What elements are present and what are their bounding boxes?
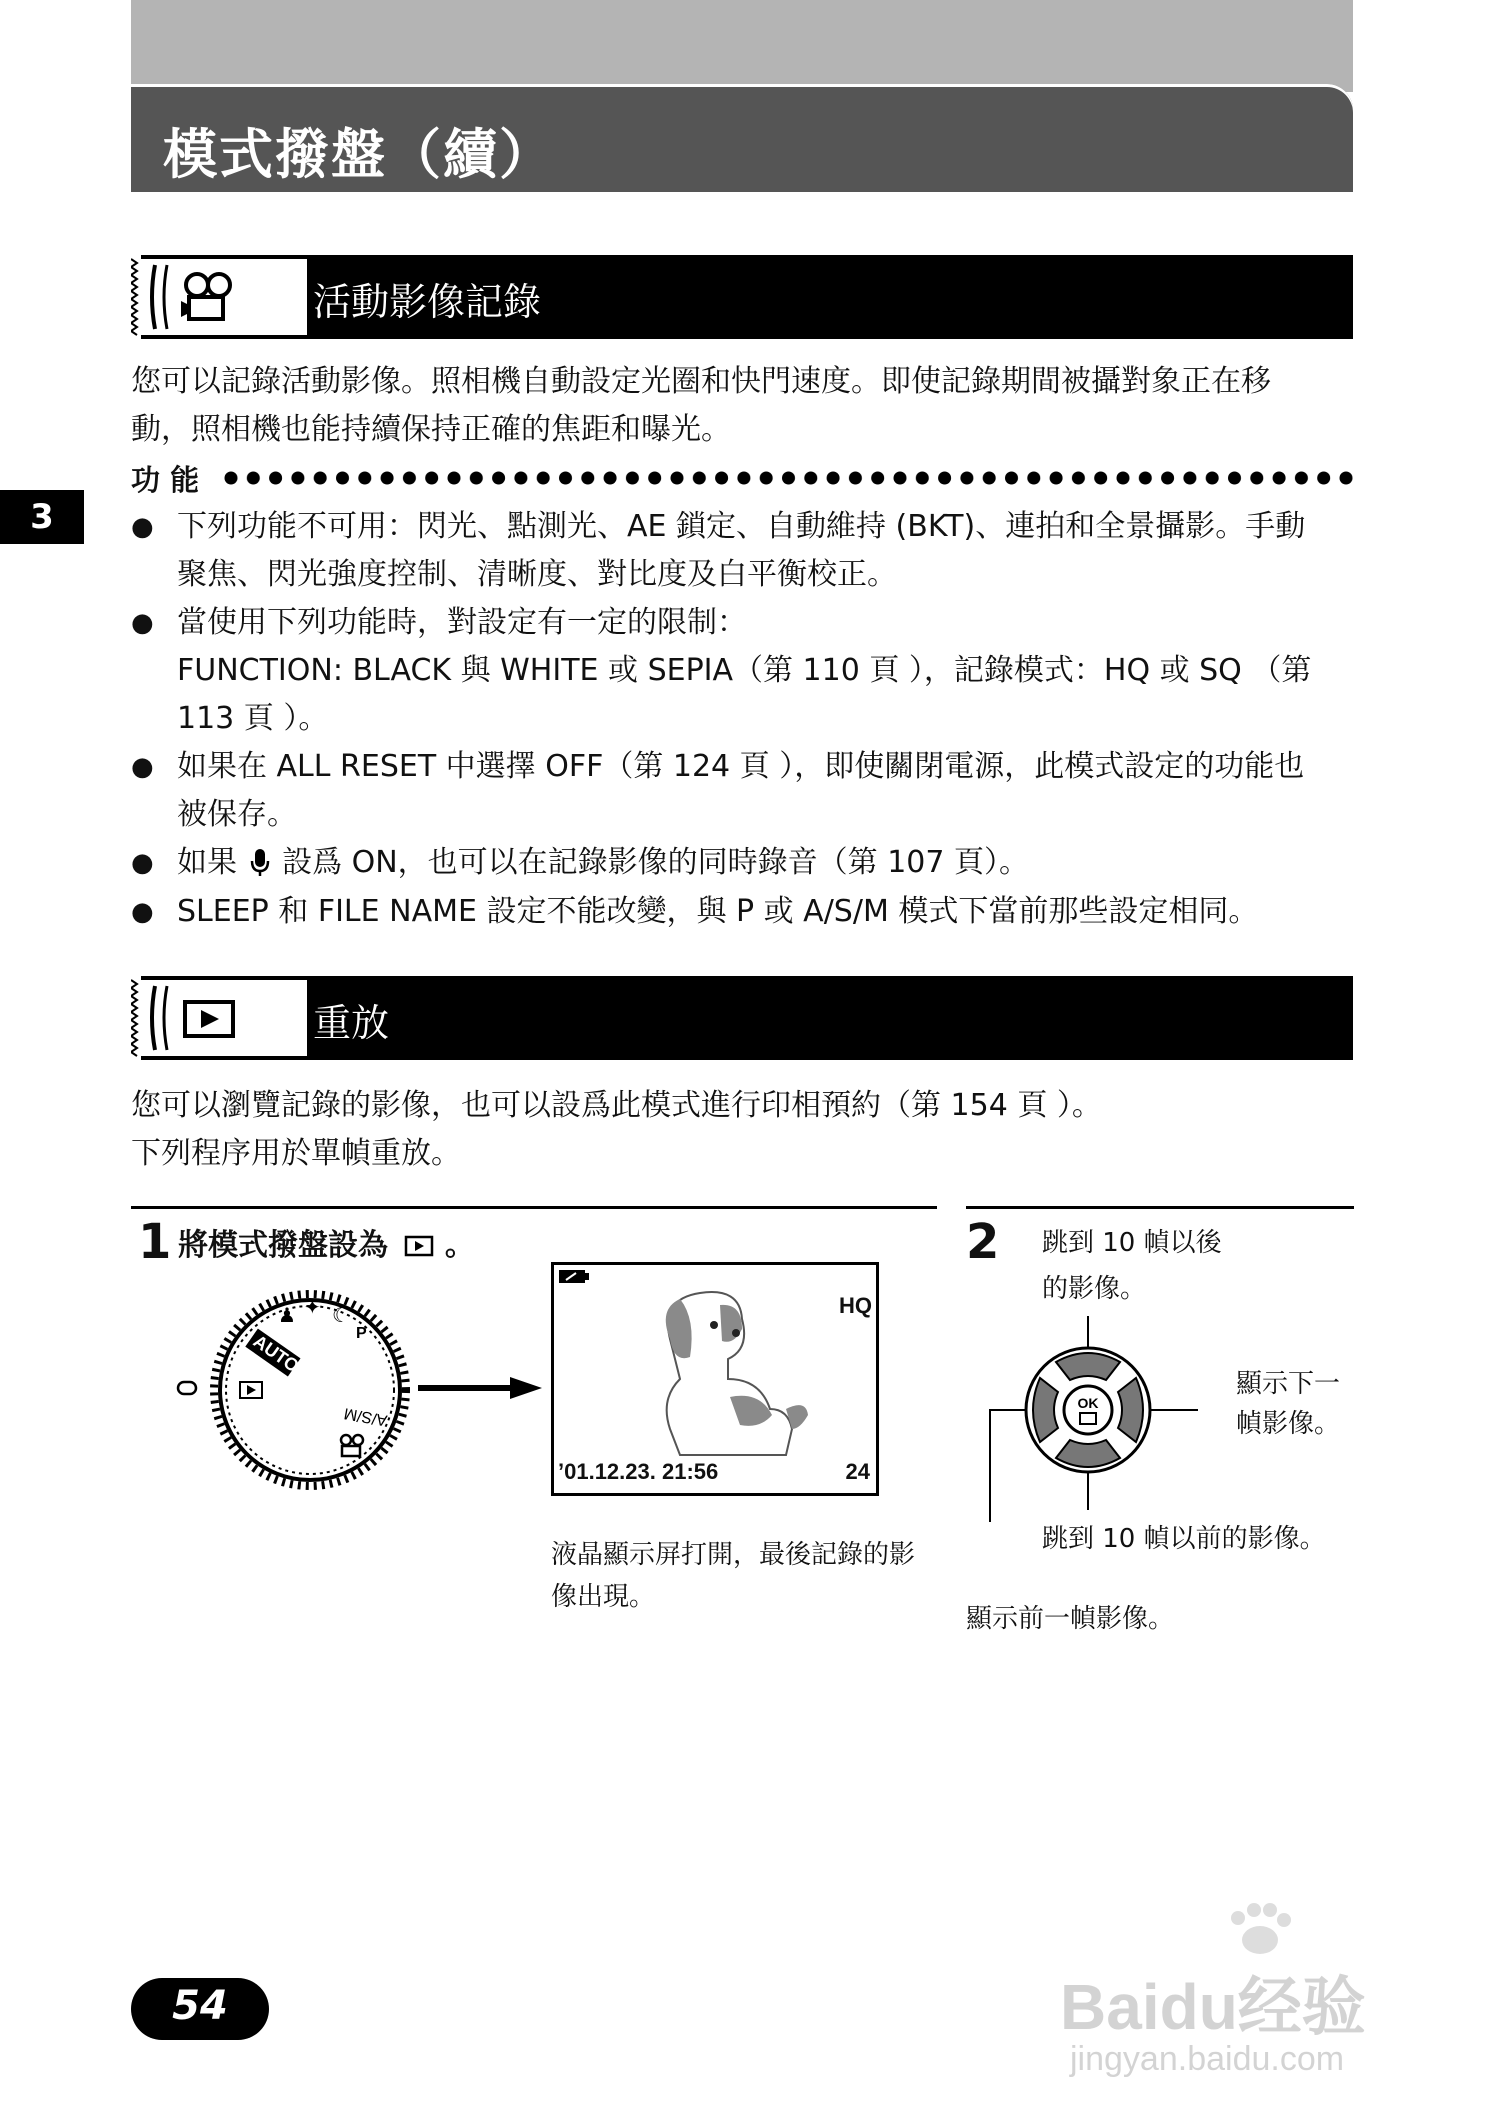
playback-icon xyxy=(404,1235,434,1257)
step2-number: 2 xyxy=(966,1214,1000,1270)
bullet-line: 設爲 ON，也可以在記錄影像的同時錄音（第 107 頁）。 xyxy=(282,845,1030,880)
bar-ticks-decoration xyxy=(131,976,141,1060)
intro-line: 動，照相機也能持續保持正確的焦距和曝光。 xyxy=(131,412,731,447)
svg-text:OK: OK xyxy=(1077,1395,1099,1411)
function-heading xyxy=(131,458,1361,498)
caption-line: 像出現。 xyxy=(551,1582,656,1612)
svg-text:A/S/M: A/S/M xyxy=(342,1404,389,1429)
step1-instruction xyxy=(178,1220,475,1264)
bullet-line: 113 頁 ）。 xyxy=(177,701,329,736)
bullet-line: 如果 xyxy=(177,845,237,880)
p-mode-label: P xyxy=(356,1325,367,1342)
section-title-playback: 重放 xyxy=(313,1001,390,1045)
section2-intro xyxy=(131,1082,1361,1178)
intro-line: 下列程序用於單幀重放。 xyxy=(131,1136,461,1171)
dial-index-marker xyxy=(178,1382,196,1394)
intro-line: 您可以瀏覽記錄的影像，也可以設爲此模式進行印相預約（第 154 頁 ）。 xyxy=(131,1088,1102,1123)
label-line: 顯示下一 xyxy=(1236,1369,1341,1399)
step2-rule xyxy=(966,1206,1354,1209)
night-mode-icon: ☾ xyxy=(332,1305,350,1327)
page-number: 54 xyxy=(172,1983,228,2029)
step1-rule xyxy=(131,1206,937,1209)
section-icon-box xyxy=(141,980,307,1056)
section-bar-movie xyxy=(131,255,1353,339)
bullet-item: ● 如果在 ALL RESET 中選擇 OFF（第 124 頁 ），即使關閉電源，此模式設定的功能也 被保存。 xyxy=(131,743,1361,839)
bullet-line: 如果在 ALL RESET 中選擇 OFF（第 124 頁 ），即使關閉電源，此模式設定的功能也 xyxy=(177,749,1305,784)
microphone-icon xyxy=(249,847,271,877)
label-line: 的影像。 xyxy=(1042,1274,1147,1304)
section1-intro xyxy=(131,358,1361,454)
step2-left-label: 顯示前一幀影像。 xyxy=(966,1604,1175,1634)
chapter-tab: 3 xyxy=(0,490,84,544)
step1-caption xyxy=(551,1534,915,1618)
section-title-movie: 活動影像記錄 xyxy=(313,280,542,324)
header-top-band xyxy=(131,0,1353,92)
down-arrow-button xyxy=(1056,1440,1120,1467)
dog-photo xyxy=(610,1279,810,1469)
bullet-item: ● 如果 設爲 ON，也可以在記錄影像的同時錄音（第 107 頁）。 xyxy=(131,845,1030,880)
step1-text: 將模式撥盤設為 xyxy=(178,1228,388,1263)
arrow-right-icon xyxy=(418,1375,542,1401)
bullet-line: FUNCTION: BLACK 與 WHITE 或 SEPIA（第 110 頁 ），記錄模式：HQ 或 SQ （第 xyxy=(177,653,1312,688)
function-label: 功 能 xyxy=(131,463,200,497)
section-bar-playback xyxy=(131,976,1353,1060)
step2-down-label: 跳到 10 幀以前的影像。 xyxy=(1042,1524,1326,1554)
battery-icon xyxy=(558,1269,590,1285)
portrait-mode-icon: ♟ xyxy=(278,1305,296,1327)
sports-mode-icon: ✦ xyxy=(304,1297,321,1319)
lcd-quality: HQ xyxy=(839,1293,872,1318)
page-title: 模式撥盤（續） xyxy=(163,123,555,186)
bullet-line: 當使用下列功能時，對設定有一定的限制： xyxy=(177,605,747,640)
up-arrow-button xyxy=(1056,1353,1120,1380)
section-icon-box xyxy=(141,259,307,335)
arrow-pad xyxy=(1026,1348,1150,1472)
paw-icon xyxy=(1220,1900,1300,1960)
step2-up-label xyxy=(1042,1220,1222,1312)
label-line: 跳到 10 幀以後 xyxy=(1042,1228,1222,1258)
watermark-brand: Baidu经验 xyxy=(1060,1971,1366,2043)
svg-text:AUTO: AUTO xyxy=(249,1330,303,1377)
mode-dial-illustration xyxy=(170,1290,420,1490)
watermark xyxy=(1050,1900,1440,2090)
bullet-line: 被保存。 xyxy=(177,797,297,832)
arrow-pad-illustration xyxy=(986,1300,1226,1522)
watermark-url: jingyan.baidu.com xyxy=(1070,2040,1345,2078)
dotted-leader xyxy=(223,470,1355,486)
bullet-item: ● SLEEP 和 FILE NAME 設定不能改變，與 P 或 A/S/M 模式下當前那些設定相同。 xyxy=(131,888,1361,936)
step2-right-label xyxy=(1236,1364,1340,1444)
movie-camera-icon xyxy=(181,274,230,319)
intro-line: 您可以記錄活動影像。照相機自動設定光圈和快門速度。即使記錄期間被攝對象正在移 xyxy=(131,364,1271,399)
lcd-frame-count: 24 xyxy=(845,1459,870,1484)
lcd-screen xyxy=(551,1262,879,1496)
lcd-datetime: ’01.12.23. 21:56 xyxy=(558,1459,719,1484)
label-line: 幀影像。 xyxy=(1236,1409,1341,1439)
playback-icon xyxy=(185,1002,233,1036)
bullet-line: 聚焦、閃光強度控制、清晰度、對比度及白平衡校正。 xyxy=(177,557,897,592)
caption-line: 液晶顯示屏打開，最後記錄的影 xyxy=(551,1540,916,1570)
bullet-line: SLEEP 和 FILE NAME 設定不能改變，與 P 或 A/S/M 模式下當前那些設定相同。 xyxy=(177,894,1259,929)
bullet-line: 下列功能不可用：閃光、點測光、AE 鎖定、自動維持 (BKT)、連拍和全景攝影。手動 xyxy=(177,509,1306,544)
step1-number: 1 xyxy=(138,1214,172,1270)
bullet-item: ● 下列功能不可用：閃光、點測光、AE 鎖定、自動維持 (BKT)、連拍和全景攝影。手動 聚焦、閃光強度控制、清晰度、對比度及白平衡校正。 xyxy=(131,503,1361,599)
mode-dial xyxy=(214,1294,406,1486)
step1-text-suffix: 。 xyxy=(444,1228,475,1263)
bullet-item: ● 當使用下列功能時，對設定有一定的限制： FUNCTION: BLACK 與 WHITE 或 SEPIA（第 110 頁 ），記錄模式：HQ 或 SQ （第 113 頁 ）。 xyxy=(131,599,1361,743)
bar-ticks-decoration xyxy=(131,255,141,339)
